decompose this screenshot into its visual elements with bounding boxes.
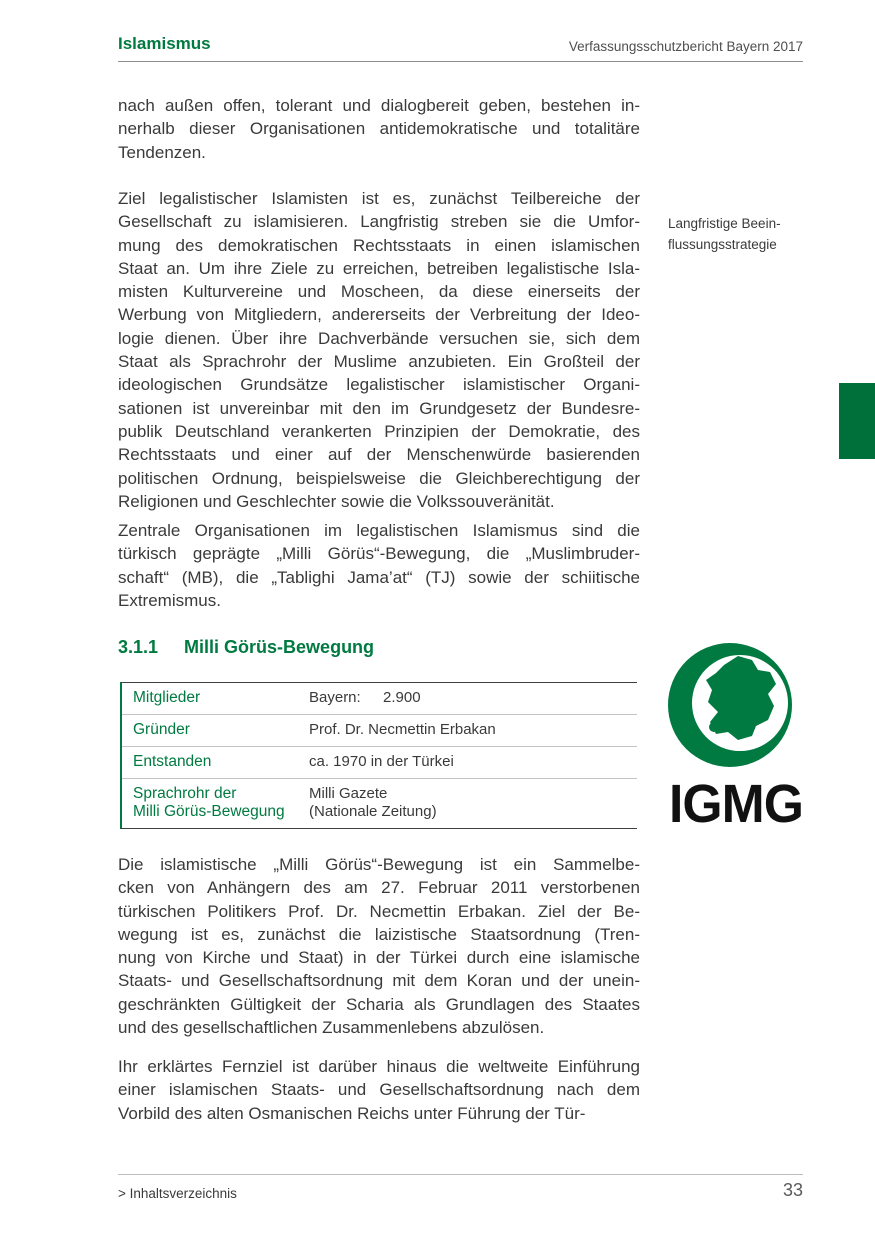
page-number: 33 bbox=[782, 1180, 803, 1200]
report-title: Verfassungsschutzbericht Bayern 2017 bbox=[568, 39, 803, 54]
infobox-label: Mitglieder bbox=[133, 689, 201, 706]
infobox-label: Entstanden bbox=[133, 753, 212, 770]
footer-divider bbox=[118, 1174, 803, 1175]
infobox-value-count: 2.900 bbox=[383, 689, 421, 706]
infobox-label: Gründer bbox=[133, 721, 190, 738]
infobox-value: ca. 1970 in der Türkei bbox=[309, 753, 454, 770]
infobox-value: Prof. Dr. Necmettin Erbakan bbox=[309, 721, 496, 738]
section-title: Milli Görüs-Bewegung bbox=[184, 637, 375, 657]
infobox-row-entstanden bbox=[122, 746, 637, 778]
infobox-label-line1: Sprachrohr der bbox=[133, 785, 237, 802]
section-number: 3.1.1 bbox=[118, 637, 159, 657]
infobox-value-region: Bayern: bbox=[309, 689, 361, 706]
infobox-value-line2: (Nationale Zeitung) bbox=[309, 803, 437, 820]
paragraph-2: Ziel legalistischer Islamisten ist es, zunächst Teilbereiche der Gesellschaft zu islamisieren. Langfristig streben sie die Umfor- mung des demokratischen Rechtsstaats in einen islamischen Staat an. Um ihre Ziele zu erreichen, betreiben legalistische Isla- misten Kulturvereine und Moscheen, da diese einerseits der Werbung von Mitgliedern, andererseits der Verbreitung der Ideo- logie dienen. Über ihre Dachverbände versuchen sie, sich dem Staat als Sprachrohr der Muslime anzubieten. Ein Großteil der ideologischen Grundsätze legalistischer islamistischer Organi- sationen ist unvereinbar mit den im Grundgesetz der Bundesre- publik Deutschland verankerten Prinzipien der Demokratie, des Rechtsstaats und einer auf der Menschenwürde basierenden politischen Ordnung, beispielsweise die Gleichberechtigung der Religionen und Geschlechter sowie die Volkssouveränität. bbox=[118, 189, 640, 511]
paragraph-4: Die islamistische „Milli Görüs“-Bewegung ist ein Sammelbe- cken von Anhängern des am 27. Februar 2011 verstorbenen türkischen Politikers Prof. Dr. Necmettin Erbakan. Ziel der Be- wegung ist es, zunächst die laizistische Staatsordnung (Tren- nung von Kirche und Staat) in der Türkei durch eine islamische Staats- und Gesellschaftsordnung mit dem Koran und der unein- geschränkten Gültigkeit der Scharia als Grundlagen des Staates und des gesellschaftlichen Zusammenlebens abzulösen. bbox=[118, 855, 640, 1038]
infobox-value bbox=[309, 689, 637, 707]
infobox-milli-goerues bbox=[120, 682, 637, 829]
igmg-logo-text: IGMG bbox=[669, 774, 803, 829]
paragraph-1: nach außen offen, tolerant und dialogbereit geben, bestehen in- nerhalb dieser Organisationen antidemokratische und totalitäre Tendenzen. bbox=[118, 96, 640, 162]
infobox-value-line1: Milli Gazete bbox=[309, 785, 388, 802]
toc-link[interactable]: > Inhaltsverzeichnis bbox=[118, 1186, 237, 1201]
header-divider bbox=[118, 61, 803, 62]
igmg-logo bbox=[668, 641, 804, 829]
paragraph-5: Ihr erklärtes Fernziel ist darüber hinaus die weltweite Einführung einer islamischen Staats- und Gesellschaftsordnung nach dem Vorbild des alten Osmanischen Reichs unter Führung der Tür- bbox=[118, 1057, 640, 1123]
section-heading bbox=[118, 637, 374, 658]
chapter-title: Islamismus bbox=[118, 34, 211, 53]
chapter-edge-tab bbox=[839, 383, 875, 459]
margin-note: Langfristige Beein- flussungsstrategie bbox=[668, 216, 781, 252]
infobox-label-line2: Milli Görüs-Bewegung bbox=[133, 803, 285, 820]
infobox-row-sprachrohr bbox=[122, 778, 637, 828]
infobox-value bbox=[309, 785, 637, 821]
paragraph-3: Zentrale Organisationen im legalistischen Islamismus sind die türkisch geprägte „Milli Görüs“-Bewegung, die „Muslimbruder- schaft“ (MB), die „Tablighi Jama’at“ (TJ) sowie der schiitische Extremismus. bbox=[118, 521, 640, 610]
infobox-row-gruender bbox=[122, 714, 637, 746]
infobox-label bbox=[122, 785, 309, 821]
igmg-globe-icon bbox=[668, 643, 792, 767]
infobox-row-mitglieder bbox=[122, 683, 637, 714]
